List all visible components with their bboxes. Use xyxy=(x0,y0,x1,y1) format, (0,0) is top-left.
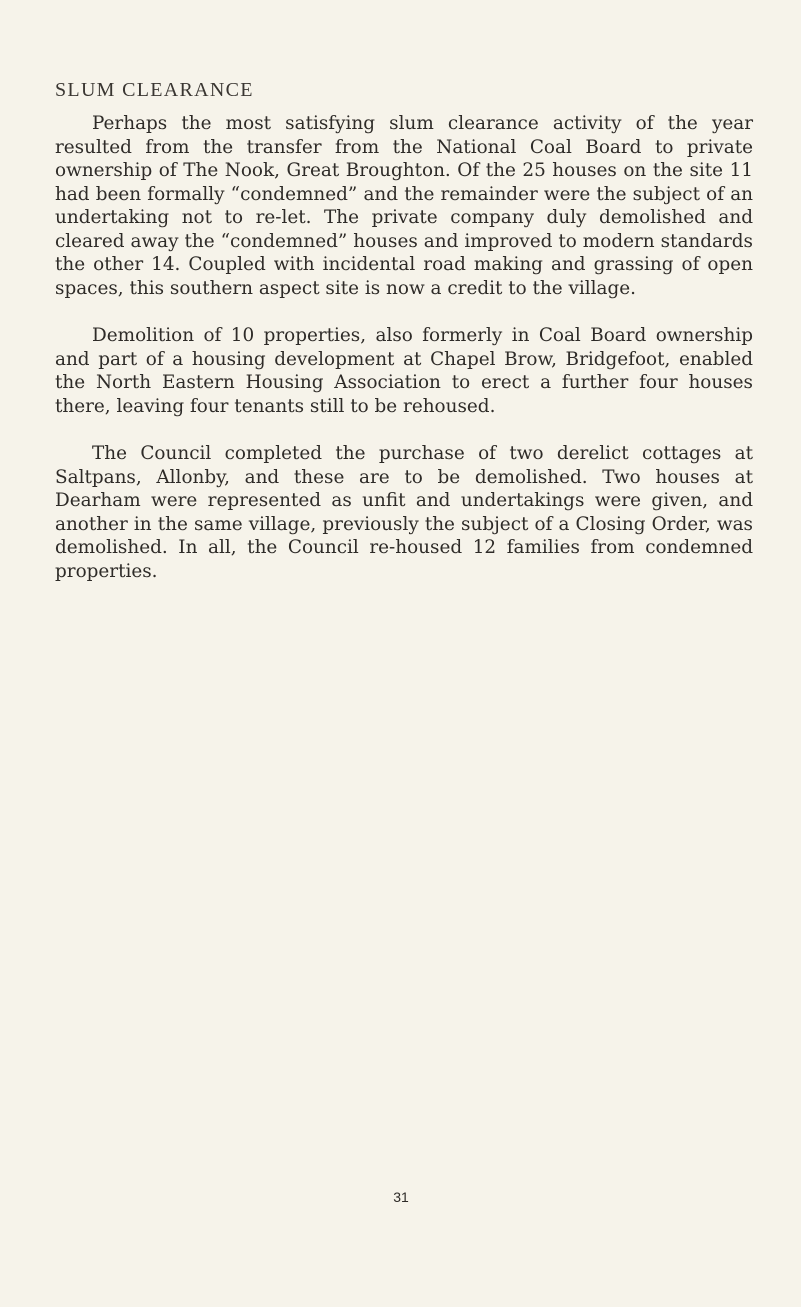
paragraph-the-nook: Perhaps the most satisfying slum clearance activity of the year resulted from the transfer from the National Coal Board to private ownership of The Nook, Great Broughton. Of the 25 houses on the site 11 had been formally “condemned” and the remainder were the subject of an undertaking not to re-let. The private company duly demolished and cleared away the “condemned” houses and improved to modern standards the other 14. Coupled with incidental road making and grassing of open spaces, this southern aspect site is now a credit to the village. xyxy=(55,113,753,299)
paragraph-saltpans-dearham: The Council completed the purchase of two derelict cottages at Saltpans, Allonby, and these are to be demolished. Two houses at Dearham were represented as unfit and undertakings were given, and another in the same village, previously the subject of a Closing Order, was demolished. In all, the Council re-housed 12 families from condemned properties. xyxy=(55,443,753,582)
section-heading: SLUM CLEARANCE xyxy=(55,79,254,101)
paragraph-chapel-brow: Demolition of 10 properties, also formerly in Coal Board ownership and part of a housing development at Chapel Brow, Bridgefoot, enabled the North Eastern Housing Association to erect a further four houses there, leaving four tenants still to be rehoused. xyxy=(55,325,753,417)
body-text xyxy=(55,112,753,607)
page-number: 31 xyxy=(393,1189,409,1205)
